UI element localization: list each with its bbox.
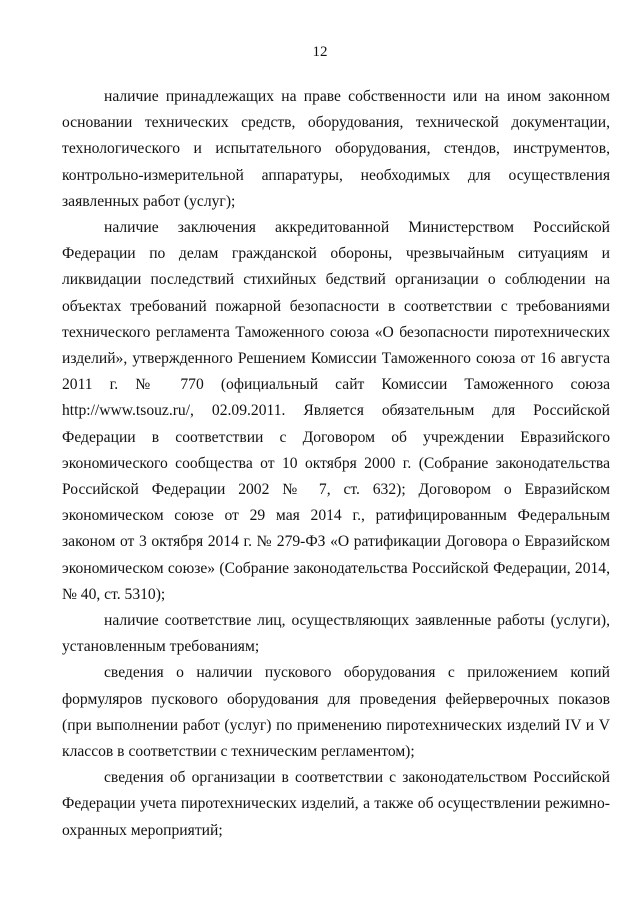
document-body (62, 84, 610, 844)
paragraph-accounting-security: сведения об организации в соответствии с законодательством Российской Федерации учета пиротехнических изделий, а также об осуществлении режимно-охранных мероприятий; (62, 769, 610, 839)
paragraph-personnel-compliance: наличие соответствие лиц, осуществляющих заявленные работы (услуги), установленным требованиям; (62, 612, 610, 656)
page-number: 12 (312, 44, 328, 60)
paragraph-launch-equipment: сведения о наличии пускового оборудования с приложением копий формуляров пускового оборудования для проведения фейерверочных показов (при выполнении работ (услуг) по применению пиротехнических изделий IV и V классов в соответствии с техническим регламентом); (62, 664, 610, 761)
paragraph-fire-safety-conclusion: наличие заключения аккредитованной Министерством Российской Федерации по делам гражданской обороны, чрезвычайным ситуациям и ликвидации последствий стихийных бедствий организации о соблюдении на объектах требований пожарной безопасности в соответствии с требованиями технического регламента Таможенного союза «О безопасности пиротехнических изделий», утвержденного Решением Комиссии Таможенного союза от 16 августа 2011 г. № 770 (официальный сайт Комиссии Таможенного союза http://www.tsouz.ru/, 02.09.2011. Является обязательным для Российской Федерации в соответствии с Договором об учреждении Евразийского экономического сообщества от 10 октября 2000 г. (Собрание законодательства Российской Федерации 2002 № 7, ст. 632); Договором о Евразийском экономическом союзе от 29 мая 2014 г., ратифицированным Федеральным законом от 3 октября 2014 г. № 279-ФЗ «О ратификации Договора о Евразийском экономическом союзе» (Собрание законодательства Российской Федерации, 2014, № 40, ст. 5310); (62, 219, 610, 603)
paragraph-equipment: наличие принадлежащих на праве собственности или на ином законном основании технических средств, оборудования, технической документации, технологического и испытательного оборудования, стендов, инструментов, контрольно-измерительной аппаратуры, необходимых для осуществления заявленных работ (услуг); (62, 88, 610, 210)
